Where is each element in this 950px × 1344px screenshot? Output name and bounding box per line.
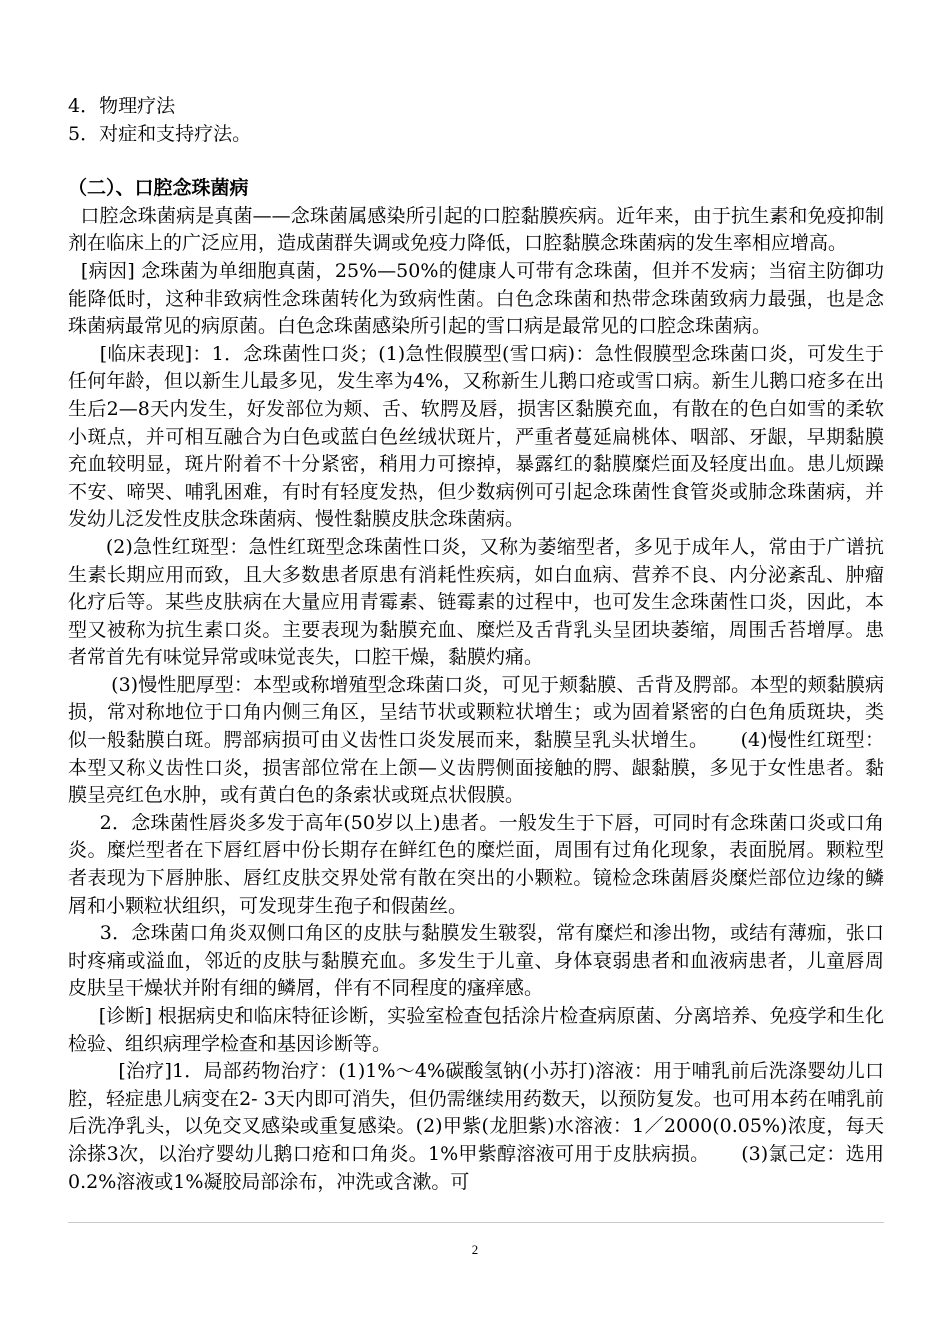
paragraph-acute-erythematous: (2)急性红斑型：急性红斑型念珠菌性口炎，又称为萎缩型者，多见于成年人，常由于广谱抗生素长期应用而致，且大多数患者原患有消耗性疾病，如白血病、营养不良、内分泌紊乱、肿瘤化疗后等。某些皮肤病在大量应用青霉素、链霉素的过程中，也可发生念珠菌性口炎，因此，本型又被称为抗生素口炎。主要表现为黏膜充血、糜烂及舌背乳头呈团块萎缩，周围舌苔增厚。患者常首先有味觉异常或味觉丧失，口腔干燥，黏膜灼痛。 [68,535,884,669]
paragraph-treatment: [治疗]1．局部药物治疗：(1)1%～4%碳酸氢钠(小苏打)溶液：用于哺乳前后洗涤婴幼儿口腔，轻症患儿病变在2- 3天内即可消失，但仍需继续用药数天，以预防复发。也可用本药在哺乳前后洗净乳头，以免交叉感染或重复感染。(2)甲紫(龙胆紫)水溶液：1／2000(0.05%)浓度，每天涂搽3次，以治疗婴幼儿鹅口疮和口角炎。1%甲紫醇溶液可用于皮肤病损。 (3)氯己定：选用0.2%溶液或1%凝胶局部涂布，冲洗或含漱。可 [68,1060,884,1193]
paragraph-intro: 口腔念珠菌病是真菌——念珠菌属感染所引起的口腔黏膜疾病。近年来，由于抗生素和免疫抑制剂在临床上的广泛应用，造成菌群失调或免疫力降低，口腔黏膜念珠菌病的发生率相应增高。 [68,204,884,255]
paragraph-angular-cheilitis: 3．念珠菌口角炎双侧口角区的皮肤与黏膜发生皲裂，常有糜烂和渗出物，或结有薄痂，张口时疼痛或溢血，邻近的皮肤与黏膜充血。多发生于儿童、身体衰弱患者和血液病患者，儿童唇周皮肤呈干燥状并附有细的鳞屑，伴有不同程度的瘙痒感。 [68,922,885,1000]
footer-divider [68,1222,884,1223]
paragraph-diagnosis: [诊断] 根据病史和临床特征诊断，实验室检查包括涂片检查病原菌、分离培养、免疫学和生化检验、组织病理学检查和基因诊断等。 [68,1005,884,1055]
paragraph-chronic-types: (3)慢性肥厚型：本型或称增殖型念珠菌口炎，可见于颊黏膜、舌背及腭部。本型的颊黏膜病损，常对称地位于口角内侧三角区，呈结节状或颗粒状增生；或为固着紧密的白色角质斑块，类似一般黏膜白斑。腭部病损可由义齿性口炎发展而来，黏膜呈乳头状增生。 (4)慢性红斑型：本型又称义齿性口炎，损害部位常在上颌—义齿腭侧面接触的腭、龈黏膜，多见于女性患者。黏膜呈亮红色水肿，或有黄白色的条索状或斑点状假膜。 [68,673,885,807]
section-heading: （二）、口腔念珠菌病 [68,177,249,200]
paragraph-etiology: [病因] 念珠菌为单细胞真菌，25%—50%的健康人可带有念珠菌，但并不发病；当宿主防御功能降低时，这种非致病性念珠菌转化为致病性菌。白色念珠菌和热带念珠菌致病力最强，也是念珠菌病最常见的病原菌。白色念珠菌感染所引起的雪口病是最常见的口腔念珠菌病。 [68,259,884,338]
blank-line [68,148,884,175]
paragraph-clinical: [临床表现]：1．念珠菌性口炎；(1)急性假膜型(雪口病)：急性假膜型念珠菌口炎，可发生于任何年龄，但以新生儿最多见，发生率为4%，又称新生儿鹅口疮或雪口病。新生儿鹅口疮多在出生后2—8天内发生，好发部位为颊、舌、软腭及唇，损害区黏膜充血，有散在的色白如雪的柔软小斑点，并可相互融合为白色或蓝白色丝绒状斑片，严重者蔓延扁桃体、咽部、牙龈，早期黏膜充血较明显，斑片附着不十分紧密，稍用力可擦掉，暴露红的黏膜糜烂面及轻度出血。患儿烦躁不安、啼哭、哺乳困难，有时有轻度发热，但少数病例可引起念珠菌性食管炎或肺念珠菌病，并发幼儿泛发性皮肤念珠菌病、慢性黏膜皮肤念珠菌病。 [68,342,885,531]
paragraph-cheilitis: 2．念珠菌性唇炎多发于高年(50岁以上)患者。一般发生于下唇，可同时有念珠菌口炎或口角炎。糜烂型者在下唇红唇中份长期存在鲜红色的糜烂面，周围有过角化现象，表面脱屑。颗粒型者表现为下唇肿胀、唇红皮肤交界处常有散在突出的小颗粒。镜检念珠菌唇炎糜烂部位边缘的鳞屑和小颗粒状组织，可发现芽生孢子和假菌丝。 [68,811,884,917]
page-number: 2 [471,1242,479,1257]
document-body [68,93,884,1196]
list-item: 5．对症和支持疗法。 [68,122,252,145]
list-item: 4．物理疗法 [68,95,176,117]
